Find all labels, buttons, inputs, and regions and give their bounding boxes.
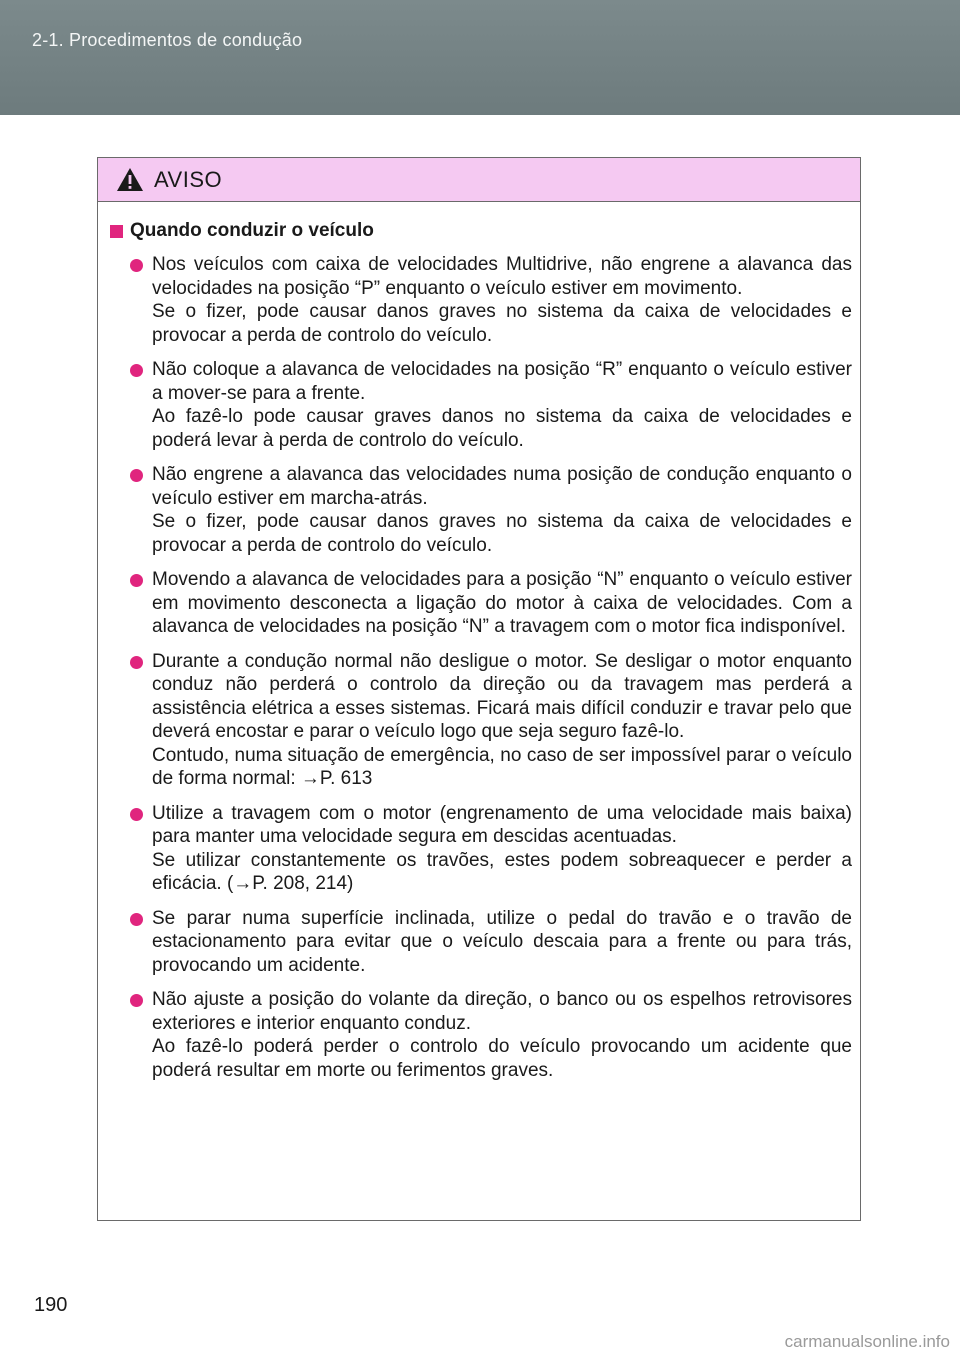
list-item xyxy=(110,463,852,557)
paragraph: Não engrene a alavanca das velocidades numa posição de condução enquanto o veículo estiver em marcha-atrás. xyxy=(152,464,852,509)
subheading xyxy=(110,220,852,242)
paragraph: Não coloque a alavanca de velocidades na posição “R” enquanto o veículo estiver a mover-se para a frente. xyxy=(152,359,852,404)
bullet-icon xyxy=(130,656,143,669)
paragraph: Contudo, numa situação de emergência, no caso de ser impossível parar o veículo de forma normal: →P. 613 xyxy=(152,744,852,789)
warning-list xyxy=(110,253,852,1082)
item-text xyxy=(152,650,852,791)
bullet-icon xyxy=(130,364,143,377)
list-item xyxy=(110,358,852,452)
item-text xyxy=(152,463,852,557)
list-item xyxy=(110,650,852,791)
list-item xyxy=(110,568,852,639)
list-item xyxy=(110,907,852,978)
item-text xyxy=(152,358,852,452)
item-text xyxy=(152,907,852,978)
bullet-icon xyxy=(130,469,143,482)
item-text xyxy=(152,253,852,347)
bullet-icon xyxy=(130,994,143,1007)
paragraph: Utilize a travagem com o motor (engrenamento de uma velocidade mais baixa) para manter uma velocidade segura em descidas acentuadas. xyxy=(152,802,852,847)
paragraph: Não ajuste a posição do volante da direção, o banco ou os espelhos retrovisores exteriores e interior enquanto conduz. xyxy=(152,989,852,1034)
paragraph: Ao fazê-lo pode causar graves danos no sistema da caixa de velocidades e poderá levar à perda de controlo do veículo. xyxy=(152,406,852,451)
paragraph: Durante a condução normal não desligue o motor. Se desligar o motor enquanto conduz não perderá o controlo da direção ou da travagem mas perderá a assistência elétrica a esses sistemas. Ficará mais difícil conduzir e travar pelo que deverá encostar e parar o veículo logo que seja seguro fazê-lo. xyxy=(152,650,852,742)
bullet-icon xyxy=(130,913,143,926)
watermark: carmanualsonline.info xyxy=(784,1332,950,1351)
warning-header xyxy=(98,158,860,202)
bullet-icon xyxy=(130,574,143,587)
item-text xyxy=(152,988,852,1082)
warning-title: AVISO xyxy=(154,166,223,192)
page-number: 190 xyxy=(34,1294,68,1316)
list-item xyxy=(110,253,852,347)
paragraph: Se parar numa superfície inclinada, utilize o pedal do travão e o travão de estacionamento para evitar que o veículo descaia para a frente ou para trás, provocando um acidente. xyxy=(152,907,852,976)
paragraph: Ao fazê-lo poderá perder o controlo do veículo provocando um acidente que poderá resultar em morte ou ferimentos graves. xyxy=(152,1036,852,1081)
paragraph: Movendo a alavanca de velocidades para a posição “N” enquanto o veículo estiver em movimento desconecta a ligação do motor à caixa de velocidades. Com a alavanca de velocidades na posição “N” a travagem com o motor fica indisponível. xyxy=(152,569,852,637)
warning-body xyxy=(98,202,860,1082)
list-item xyxy=(110,988,852,1082)
paragraph: Se o fizer, pode causar danos graves no sistema da caixa de velocidades e provocar a perda de controlo do veículo. xyxy=(152,301,852,346)
section-title: 2-1. Procedimentos de condução xyxy=(32,30,303,50)
square-bullet-icon xyxy=(110,225,123,238)
paragraph: Se o fizer, pode causar danos graves no sistema da caixa de velocidades e provocar a perda de controlo do veículo. xyxy=(152,511,852,556)
subheading-text: Quando conduzir o veículo xyxy=(130,220,374,241)
paragraph: Se utilizar constantemente os travões, estes podem sobreaquecer e perder a eficácia. (→P. 208, 214) xyxy=(152,849,852,894)
item-text xyxy=(152,568,852,639)
warning-box xyxy=(97,157,861,1221)
list-item xyxy=(110,802,852,896)
warning-triangle-icon xyxy=(116,167,144,192)
header-band xyxy=(0,0,960,115)
bullet-icon xyxy=(130,808,143,821)
item-text xyxy=(152,802,852,896)
paragraph: Nos veículos com caixa de velocidades Multidrive, não engrene a alavanca das velocidades na posição “P” enquanto o veículo estiver em movimento. xyxy=(152,254,852,299)
bullet-icon xyxy=(130,259,143,272)
